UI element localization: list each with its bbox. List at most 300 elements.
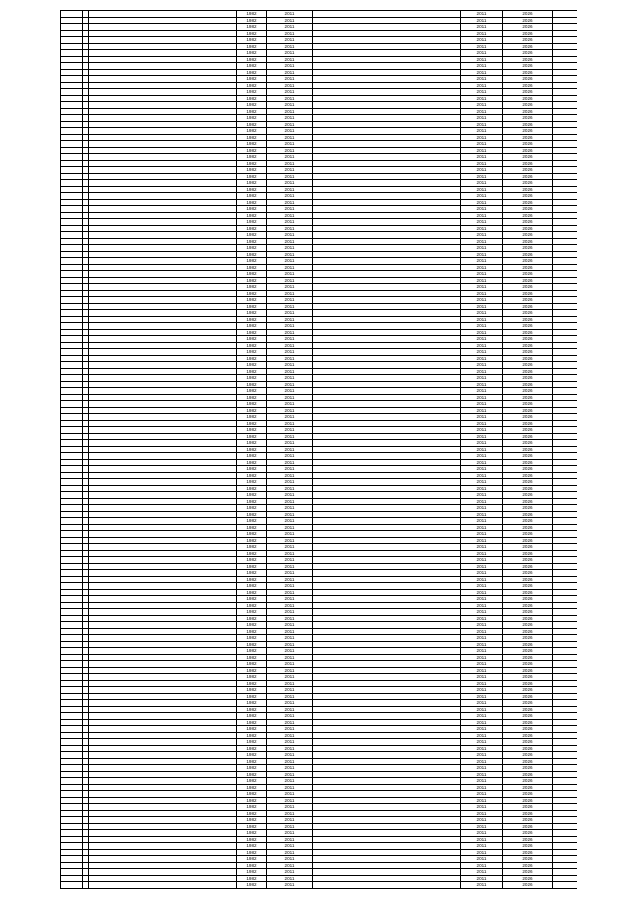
- start-year-cell: 2011: [461, 408, 503, 415]
- build-year-cell: 1982: [237, 395, 267, 402]
- start-year-cell: 2011: [461, 460, 503, 467]
- end-year-cell: 2026: [503, 414, 553, 421]
- plan-year-cell: 2011: [267, 24, 313, 31]
- end-year-cell: 2026: [503, 817, 553, 824]
- plan-year-cell: 2011: [267, 512, 313, 519]
- start-year-cell: 2011: [461, 271, 503, 278]
- build-year-cell: 1982: [237, 655, 267, 662]
- end-year-cell: 2026: [503, 648, 553, 655]
- end-year-cell: 2026: [503, 291, 553, 298]
- start-year-cell: 2011: [461, 102, 503, 109]
- plan-year-cell: 2011: [267, 31, 313, 38]
- plan-year-cell: 2011: [267, 401, 313, 408]
- build-year-cell: 1982: [237, 141, 267, 148]
- build-year-cell: 1982: [237, 193, 267, 200]
- end-year-cell: 2026: [503, 323, 553, 330]
- start-year-cell: 2011: [461, 200, 503, 207]
- end-year-cell: 2026: [503, 284, 553, 291]
- start-year-cell: 2011: [461, 232, 503, 239]
- start-year-cell: 2011: [461, 187, 503, 194]
- plan-year-cell: 2011: [267, 50, 313, 57]
- start-year-cell: 2011: [461, 421, 503, 428]
- end-year-cell: 2026: [503, 570, 553, 577]
- start-year-cell: 2011: [461, 395, 503, 402]
- build-year-cell: 1982: [237, 681, 267, 688]
- end-year-cell: 2026: [503, 89, 553, 96]
- plan-year-cell: 2011: [267, 629, 313, 636]
- end-year-cell: 2026: [503, 154, 553, 161]
- start-year-cell: 2011: [461, 525, 503, 532]
- plan-year-cell: 2011: [267, 765, 313, 772]
- build-year-cell: 1982: [237, 50, 267, 57]
- build-year-cell: 1982: [237, 167, 267, 174]
- end-year-cell: 2026: [503, 856, 553, 863]
- build-year-cell: 1982: [237, 96, 267, 103]
- build-year-cell: 1982: [237, 713, 267, 720]
- build-year-cell: 1982: [237, 590, 267, 597]
- end-year-cell: 2026: [503, 434, 553, 441]
- plan-year-cell: 2011: [267, 733, 313, 740]
- start-year-cell: 2011: [461, 843, 503, 850]
- build-year-cell: 1982: [237, 837, 267, 844]
- plan-year-cell: 2011: [267, 187, 313, 194]
- build-year-cell: 1982: [237, 226, 267, 233]
- build-year-cell: 1982: [237, 245, 267, 252]
- plan-year-cell: 2011: [267, 876, 313, 883]
- plan-year-cell: 2011: [267, 655, 313, 662]
- end-year-cell: 2026: [503, 336, 553, 343]
- build-year-cell: 1982: [237, 700, 267, 707]
- plan-year-cell: 2011: [267, 577, 313, 584]
- plan-year-cell: 2011: [267, 798, 313, 805]
- plan-year-cell: 2011: [267, 206, 313, 213]
- plan-year-cell: 2011: [267, 317, 313, 324]
- plan-year-cell: 2011: [267, 752, 313, 759]
- end-year-cell: 2026: [503, 804, 553, 811]
- plan-year-cell: 2011: [267, 707, 313, 714]
- start-year-cell: 2011: [461, 141, 503, 148]
- start-year-cell: 2011: [461, 174, 503, 181]
- build-year-cell: 1982: [237, 765, 267, 772]
- build-year-cell: 1982: [237, 648, 267, 655]
- end-year-cell: 2026: [503, 37, 553, 44]
- start-year-cell: 2011: [461, 778, 503, 785]
- end-year-cell: 2026: [503, 811, 553, 818]
- start-year-cell: 2011: [461, 109, 503, 116]
- start-year-cell: 2011: [461, 304, 503, 311]
- build-year-cell: 1982: [237, 18, 267, 25]
- start-year-cell: 2011: [461, 245, 503, 252]
- start-year-cell: 2011: [461, 44, 503, 51]
- start-year-cell: 2011: [461, 752, 503, 759]
- plan-year-cell: 2011: [267, 226, 313, 233]
- build-year-cell: 1982: [237, 271, 267, 278]
- end-year-cell: 2026: [503, 239, 553, 246]
- end-year-cell: 2026: [503, 174, 553, 181]
- build-year-cell: 1982: [237, 180, 267, 187]
- end-year-cell: 2026: [503, 76, 553, 83]
- end-year-cell: 2026: [503, 700, 553, 707]
- plan-year-cell: 2011: [267, 330, 313, 337]
- start-year-cell: 2011: [461, 330, 503, 337]
- start-year-cell: 2011: [461, 135, 503, 142]
- build-year-cell: 1982: [237, 557, 267, 564]
- end-year-cell: 2026: [503, 44, 553, 51]
- build-year-cell: 1982: [237, 486, 267, 493]
- build-year-cell: 1982: [237, 232, 267, 239]
- build-year-cell: 1982: [237, 772, 267, 779]
- build-year-cell: 1982: [237, 265, 267, 272]
- build-year-cell: 1982: [237, 707, 267, 714]
- build-year-cell: 1982: [237, 349, 267, 356]
- end-year-cell: 2026: [503, 180, 553, 187]
- start-year-cell: 2011: [461, 687, 503, 694]
- start-year-cell: 2011: [461, 512, 503, 519]
- end-year-cell: 2026: [503, 252, 553, 259]
- end-year-cell: 2026: [503, 206, 553, 213]
- build-year-cell: 1982: [237, 206, 267, 213]
- start-year-cell: 2011: [461, 76, 503, 83]
- build-year-cell: 1982: [237, 109, 267, 116]
- plan-year-cell: 2011: [267, 154, 313, 161]
- plan-year-cell: 2011: [267, 174, 313, 181]
- plan-year-cell: 2011: [267, 193, 313, 200]
- start-year-cell: 2011: [461, 759, 503, 766]
- plan-year-cell: 2011: [267, 460, 313, 467]
- plan-year-cell: 2011: [267, 122, 313, 129]
- end-year-cell: 2026: [503, 603, 553, 610]
- plan-year-cell: 2011: [267, 421, 313, 428]
- end-year-cell: 2026: [503, 297, 553, 304]
- start-year-cell: 2011: [461, 180, 503, 187]
- start-year-cell: 2011: [461, 700, 503, 707]
- start-year-cell: 2011: [461, 733, 503, 740]
- start-year-cell: 2011: [461, 83, 503, 90]
- plan-year-cell: 2011: [267, 57, 313, 64]
- end-year-cell: 2026: [503, 739, 553, 746]
- plan-year-cell: 2011: [267, 590, 313, 597]
- build-year-cell: 1982: [237, 785, 267, 792]
- start-year-cell: 2011: [461, 577, 503, 584]
- end-year-cell: 2026: [503, 876, 553, 883]
- build-year-cell: 1982: [237, 161, 267, 168]
- start-year-cell: 2011: [461, 642, 503, 649]
- end-year-cell: 2026: [503, 70, 553, 77]
- plan-year-cell: 2011: [267, 616, 313, 623]
- plan-year-cell: 2011: [267, 291, 313, 298]
- build-year-cell: 1982: [237, 622, 267, 629]
- start-year-cell: 2011: [461, 265, 503, 272]
- plan-year-cell: 2011: [267, 44, 313, 51]
- plan-year-cell: 2011: [267, 583, 313, 590]
- start-year-cell: 2011: [461, 219, 503, 226]
- build-year-cell: 1982: [237, 856, 267, 863]
- build-year-cell: 1982: [237, 778, 267, 785]
- plan-year-cell: 2011: [267, 720, 313, 727]
- build-year-cell: 1982: [237, 466, 267, 473]
- plan-year-cell: 2011: [267, 258, 313, 265]
- end-year-cell: 2026: [503, 726, 553, 733]
- end-year-cell: 2026: [503, 486, 553, 493]
- plan-year-cell: 2011: [267, 687, 313, 694]
- start-year-cell: 2011: [461, 837, 503, 844]
- start-year-cell: 2011: [461, 544, 503, 551]
- build-year-cell: 1982: [237, 447, 267, 454]
- end-year-cell: 2026: [503, 31, 553, 38]
- build-year-cell: 1982: [237, 70, 267, 77]
- amount-cell: [553, 882, 577, 889]
- build-year-cell: 1982: [237, 817, 267, 824]
- start-year-cell: 2011: [461, 707, 503, 714]
- end-year-cell: 2026: [503, 629, 553, 636]
- plan-year-cell: 2011: [267, 603, 313, 610]
- end-year-cell: 2026: [503, 63, 553, 70]
- end-year-cell: 2026: [503, 759, 553, 766]
- end-year-cell: 2026: [503, 440, 553, 447]
- plan-year-cell: 2011: [267, 161, 313, 168]
- start-year-cell: 2011: [461, 57, 503, 64]
- end-year-cell: 2026: [503, 531, 553, 538]
- plan-year-cell: 2011: [267, 648, 313, 655]
- build-year-cell: 1982: [237, 440, 267, 447]
- plan-year-cell: 2011: [267, 388, 313, 395]
- plan-year-cell: 2011: [267, 479, 313, 486]
- start-year-cell: 2011: [461, 785, 503, 792]
- start-year-cell: 2011: [461, 694, 503, 701]
- plan-year-cell: 2011: [267, 551, 313, 558]
- build-year-cell: 1982: [237, 115, 267, 122]
- end-year-cell: 2026: [503, 869, 553, 876]
- end-year-cell: 2026: [503, 882, 553, 889]
- plan-year-cell: 2011: [267, 200, 313, 207]
- plan-year-cell: 2011: [267, 557, 313, 564]
- end-year-cell: 2026: [503, 609, 553, 616]
- start-year-cell: 2011: [461, 499, 503, 506]
- end-year-cell: 2026: [503, 408, 553, 415]
- end-year-cell: 2026: [503, 96, 553, 103]
- work-type-cell: [313, 882, 461, 889]
- start-year-cell: 2011: [461, 850, 503, 857]
- plan-year-cell: 2011: [267, 395, 313, 402]
- start-year-cell: 2011: [461, 824, 503, 831]
- build-year-cell: 1982: [237, 603, 267, 610]
- build-year-cell: 1982: [237, 518, 267, 525]
- plan-year-cell: 2011: [267, 811, 313, 818]
- build-year-cell: 1982: [237, 583, 267, 590]
- build-year-cell: 1982: [237, 369, 267, 376]
- build-year-cell: 1982: [237, 343, 267, 350]
- plan-year-cell: 2011: [267, 486, 313, 493]
- end-year-cell: 2026: [503, 538, 553, 545]
- row-code-cell: [61, 882, 83, 889]
- end-year-cell: 2026: [503, 525, 553, 532]
- end-year-cell: 2026: [503, 395, 553, 402]
- end-year-cell: 2026: [503, 681, 553, 688]
- end-year-cell: 2026: [503, 317, 553, 324]
- plan-year-cell: 2011: [267, 674, 313, 681]
- start-year-cell: 2011: [461, 362, 503, 369]
- end-year-cell: 2026: [503, 343, 553, 350]
- end-year-cell: 2026: [503, 141, 553, 148]
- start-year-cell: 2011: [461, 479, 503, 486]
- end-year-cell: 2026: [503, 479, 553, 486]
- plan-year-cell: 2011: [267, 18, 313, 25]
- plan-year-cell: 2011: [267, 564, 313, 571]
- start-year-cell: 2011: [461, 863, 503, 870]
- plan-year-cell: 2011: [267, 245, 313, 252]
- plan-year-cell: 2011: [267, 778, 313, 785]
- end-year-cell: 2026: [503, 11, 553, 18]
- start-year-cell: 2011: [461, 648, 503, 655]
- end-year-cell: 2026: [503, 278, 553, 285]
- build-year-cell: 1982: [237, 408, 267, 415]
- start-year-cell: 2011: [461, 804, 503, 811]
- plan-year-cell: 2011: [267, 141, 313, 148]
- end-year-cell: 2026: [503, 18, 553, 25]
- start-year-cell: 2011: [461, 765, 503, 772]
- end-year-cell: 2026: [503, 791, 553, 798]
- build-year-cell: 1982: [237, 811, 267, 818]
- build-year-cell: 1982: [237, 44, 267, 51]
- end-year-cell: 2026: [503, 564, 553, 571]
- start-year-cell: 2011: [461, 239, 503, 246]
- plan-year-cell: 2011: [267, 622, 313, 629]
- build-year-cell: 1982: [237, 421, 267, 428]
- start-year-cell: 2011: [461, 96, 503, 103]
- end-year-cell: 2026: [503, 265, 553, 272]
- build-year-cell: 1982: [237, 830, 267, 837]
- end-year-cell: 2026: [503, 466, 553, 473]
- start-year-cell: 2011: [461, 538, 503, 545]
- build-year-cell: 1982: [237, 174, 267, 181]
- start-year-cell: 2011: [461, 310, 503, 317]
- end-year-cell: 2026: [503, 733, 553, 740]
- build-year-cell: 1982: [237, 544, 267, 551]
- build-year-cell: 1982: [237, 863, 267, 870]
- end-year-cell: 2026: [503, 661, 553, 668]
- end-year-cell: 2026: [503, 388, 553, 395]
- end-year-cell: 2026: [503, 720, 553, 727]
- end-year-cell: 2026: [503, 401, 553, 408]
- build-year-cell: 1982: [237, 850, 267, 857]
- end-year-cell: 2026: [503, 596, 553, 603]
- plan-year-cell: 2011: [267, 713, 313, 720]
- end-year-cell: 2026: [503, 687, 553, 694]
- start-year-cell: 2011: [461, 356, 503, 363]
- end-year-cell: 2026: [503, 778, 553, 785]
- start-year-cell: 2011: [461, 661, 503, 668]
- build-year-cell: 1982: [237, 460, 267, 467]
- start-year-cell: 2011: [461, 167, 503, 174]
- end-year-cell: 2026: [503, 382, 553, 389]
- build-year-cell: 1982: [237, 531, 267, 538]
- build-year-cell: 1982: [237, 505, 267, 512]
- end-year-cell: 2026: [503, 551, 553, 558]
- build-year-cell: 1982: [237, 362, 267, 369]
- plan-year-cell: 2011: [267, 297, 313, 304]
- build-year-cell: 1982: [237, 596, 267, 603]
- plan-year-cell: 2011: [267, 37, 313, 44]
- end-year-cell: 2026: [503, 824, 553, 831]
- build-year-cell: 1982: [237, 401, 267, 408]
- build-year-cell: 1982: [237, 687, 267, 694]
- build-year-cell: 1982: [237, 76, 267, 83]
- plan-year-cell: 2011: [267, 115, 313, 122]
- start-year-cell: 2011: [461, 161, 503, 168]
- build-year-cell: 1982: [237, 525, 267, 532]
- plan-year-cell: 2011: [267, 83, 313, 90]
- plan-year-cell: 2011: [267, 310, 313, 317]
- start-year-cell: 2011: [461, 252, 503, 259]
- end-year-cell: 2026: [503, 167, 553, 174]
- plan-year-cell: 2011: [267, 76, 313, 83]
- plan-year-cell: 2011: [267, 466, 313, 473]
- end-year-cell: 2026: [503, 590, 553, 597]
- start-year-cell: 2011: [461, 739, 503, 746]
- start-year-cell: 2011: [461, 317, 503, 324]
- start-year-cell: 2011: [461, 453, 503, 460]
- spreadsheet-page: [60, 10, 577, 889]
- build-year-cell: 1982: [237, 122, 267, 129]
- start-year-cell: 2011: [461, 668, 503, 675]
- build-year-cell: 1982: [237, 453, 267, 460]
- build-year-cell: 1982: [237, 694, 267, 701]
- start-year-cell: 2011: [461, 284, 503, 291]
- build-year-cell: 1982: [237, 616, 267, 623]
- build-year-cell: 1982: [237, 512, 267, 519]
- plan-year-cell: 2011: [267, 596, 313, 603]
- start-year-cell: 2011: [461, 226, 503, 233]
- end-year-cell: 2026: [503, 473, 553, 480]
- end-year-cell: 2026: [503, 310, 553, 317]
- end-year-cell: 2026: [503, 115, 553, 122]
- plan-year-cell: 2011: [267, 804, 313, 811]
- plan-year-cell: 2011: [267, 408, 313, 415]
- plan-year-cell: 2011: [267, 323, 313, 330]
- build-year-cell: 1982: [237, 356, 267, 363]
- end-year-cell: 2026: [503, 304, 553, 311]
- start-year-cell: 2011: [461, 31, 503, 38]
- start-year-cell: 2011: [461, 11, 503, 18]
- start-year-cell: 2011: [461, 869, 503, 876]
- plan-year-cell: 2011: [267, 356, 313, 363]
- build-year-cell: 1982: [237, 278, 267, 285]
- plan-year-cell: 2011: [267, 447, 313, 454]
- start-year-cell: 2011: [461, 447, 503, 454]
- start-year-cell: 2011: [461, 583, 503, 590]
- start-year-cell: 2011: [461, 518, 503, 525]
- plan-year-cell: 2011: [267, 453, 313, 460]
- plan-year-cell: 2011: [267, 869, 313, 876]
- plan-year-cell: 2011: [267, 830, 313, 837]
- start-year-cell: 2011: [461, 414, 503, 421]
- plan-year-cell: 2011: [267, 661, 313, 668]
- build-year-cell: 1982: [237, 882, 267, 889]
- plan-year-cell: 2011: [267, 382, 313, 389]
- end-year-cell: 2026: [503, 713, 553, 720]
- plan-year-cell: 2011: [267, 427, 313, 434]
- start-year-cell: 2011: [461, 336, 503, 343]
- end-year-cell: 2026: [503, 863, 553, 870]
- start-year-cell: 2011: [461, 122, 503, 129]
- start-year-cell: 2011: [461, 798, 503, 805]
- plan-year-cell: 2011: [267, 304, 313, 311]
- end-year-cell: 2026: [503, 271, 553, 278]
- plan-year-cell: 2011: [267, 362, 313, 369]
- end-year-cell: 2026: [503, 798, 553, 805]
- plan-year-cell: 2011: [267, 148, 313, 155]
- plan-year-cell: 2011: [267, 824, 313, 831]
